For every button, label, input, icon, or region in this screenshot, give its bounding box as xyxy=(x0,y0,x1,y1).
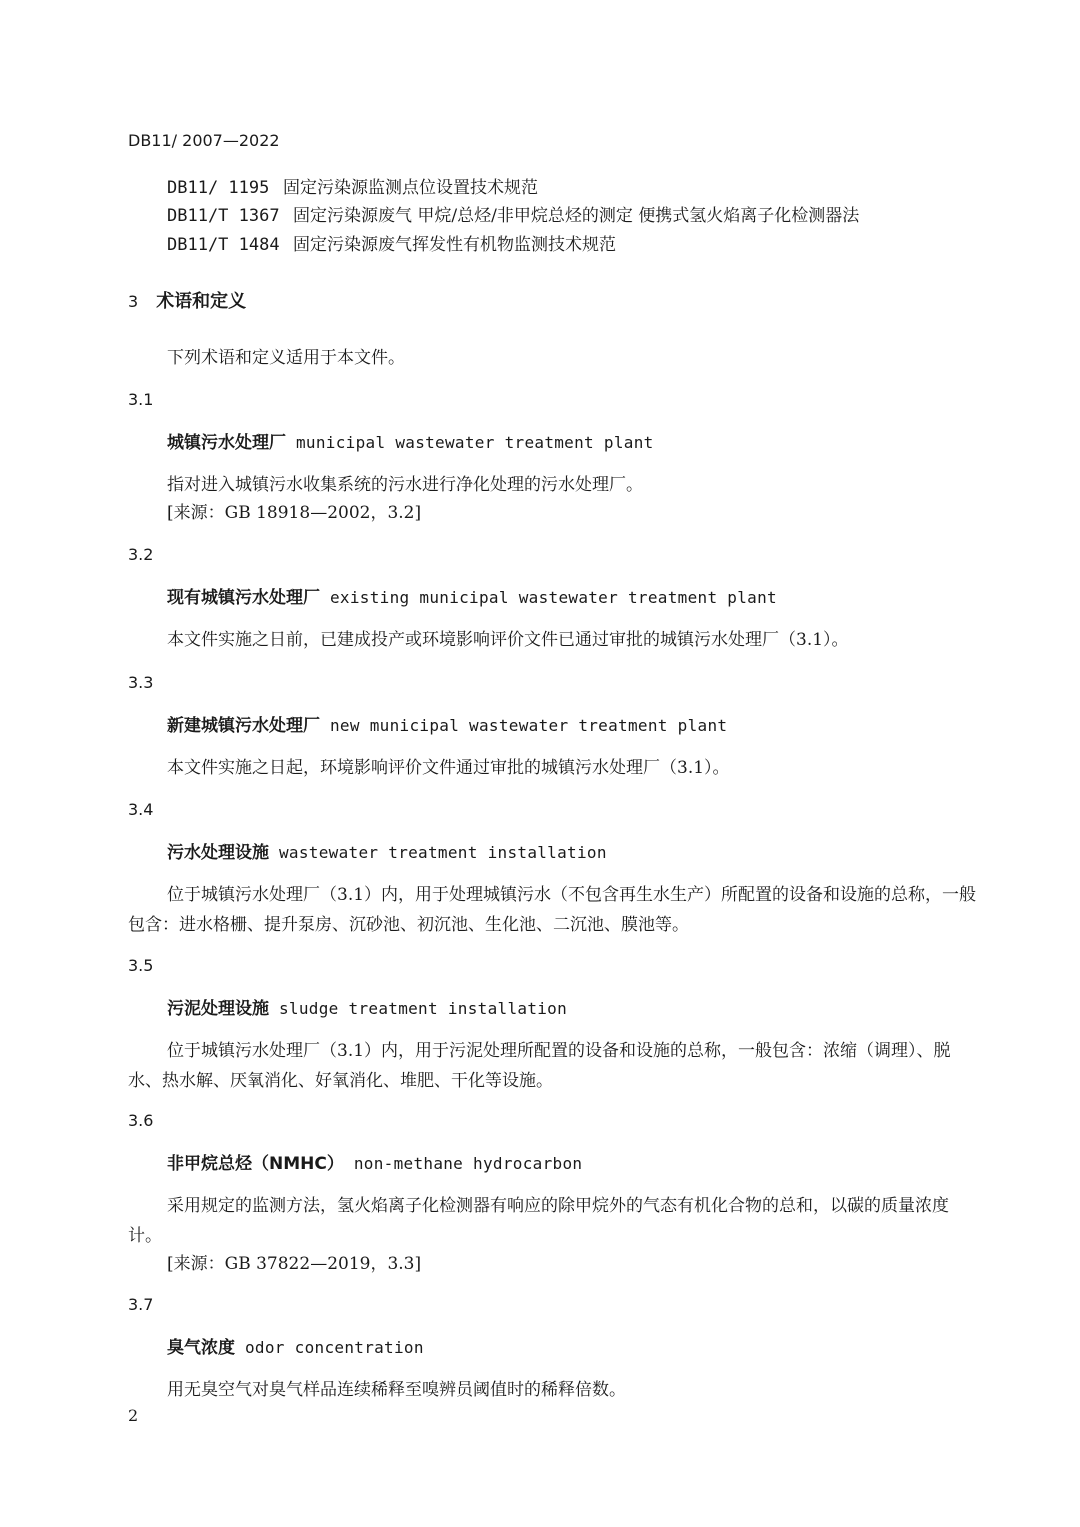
reference-code: DB11/T 1367 xyxy=(167,206,280,226)
term-name-en: wastewater treatment installation xyxy=(279,843,607,862)
term-name-zh: 臭气浓度 xyxy=(167,1338,235,1358)
term-number: 3.2 xyxy=(128,545,154,564)
section-intro: 下列术语和定义适用于本文件。 xyxy=(167,348,405,368)
term-definition: 本文件实施之日前，已建成投产或环境影响评价文件已通过审批的城镇污水处理厂（3.1）。 xyxy=(167,630,849,650)
term-name-en: new municipal wastewater treatment plant xyxy=(330,716,728,735)
term-definition: 采用规定的监测方法，氢火焰离子化检测器有响应的除甲烷外的气态有机化合物的总和，以碳的质量浓度计。 xyxy=(128,1196,949,1246)
page-number: 2 xyxy=(128,1406,139,1425)
term-name-zh: 现有城镇污水处理厂 xyxy=(167,588,320,608)
section-number: 3 xyxy=(128,292,139,311)
term-name-zh: 城镇污水处理厂 xyxy=(167,433,286,453)
term-name-zh: 新建城镇污水处理厂 xyxy=(167,716,320,736)
term-heading xyxy=(167,718,727,735)
term-name-zh: 污水处理设施 xyxy=(167,843,269,863)
term-name-en: odor concentration xyxy=(245,1338,424,1357)
term-heading xyxy=(167,845,607,862)
reference-item xyxy=(167,180,538,197)
document-header-code: DB11/ 2007—2022 xyxy=(128,131,280,150)
reference-title: 固定污染源废气 甲烷/总烃/非甲烷总烃的测定 便携式氢火焰离子化检测器法 xyxy=(293,206,860,226)
term-name-en: existing municipal wastewater treatment plant xyxy=(330,588,777,607)
term-number: 3.3 xyxy=(128,673,154,692)
term-name-en: non-methane hydrocarbon xyxy=(353,1154,583,1173)
term-definition: 用无臭空气对臭气样品连续稀释至嗅辨员阈值时的稀释倍数。 xyxy=(167,1380,626,1400)
term-number: 3.5 xyxy=(128,956,154,975)
term-number: 3.1 xyxy=(128,390,154,409)
reference-code: DB11/T 1484 xyxy=(167,235,280,255)
term-definition: 指对进入城镇污水收集系统的污水进行净化处理的污水处理厂。 xyxy=(167,475,643,495)
reference-title: 固定污染源监测点位设置技术规范 xyxy=(283,178,538,198)
term-number: 3.4 xyxy=(128,800,154,819)
term-name-en: municipal wastewater treatment plant xyxy=(296,433,654,452)
term-heading xyxy=(167,1340,424,1357)
term-name-en: sludge treatment installation xyxy=(279,999,568,1018)
term-source: [来源：GB 18918—2002，3.2] xyxy=(167,503,422,523)
reference-item xyxy=(167,237,616,254)
section-heading xyxy=(128,293,246,311)
term-name-zh: 非甲烷总烃（NMHC） xyxy=(167,1154,344,1174)
reference-item xyxy=(167,208,859,225)
reference-code: DB11/ 1195 xyxy=(167,178,270,198)
term-heading xyxy=(167,590,777,607)
term-number: 3.6 xyxy=(128,1111,154,1130)
term-number: 3.7 xyxy=(128,1295,154,1314)
section-title: 术语和定义 xyxy=(156,291,247,312)
term-definition: 位于城镇污水处理厂（3.1）内，用于处理城镇污水（不包含再生水生产）所配置的设备和设施的总称，一般包含：进水格栅、提升泵房、沉砂池、初沉池、生化池、二沉池、膜池等。 xyxy=(128,885,977,935)
term-source: [来源：GB 37822—2019，3.3] xyxy=(167,1254,422,1274)
term-name-zh: 污泥处理设施 xyxy=(167,999,269,1019)
term-heading xyxy=(167,1156,582,1173)
term-definition: 位于城镇污水处理厂（3.1）内，用于污泥处理所配置的设备和设施的总称，一般包含：浓缩（调理）、脱水、热水解、厌氧消化、好氧消化、堆肥、干化等设施。 xyxy=(128,1041,951,1091)
reference-title: 固定污染源废气挥发性有机物监测技术规范 xyxy=(293,235,616,255)
term-definition: 本文件实施之日起，环境影响评价文件通过审批的城镇污水处理厂（3.1）。 xyxy=(167,758,730,778)
term-heading xyxy=(167,435,654,452)
term-heading xyxy=(167,1001,567,1018)
